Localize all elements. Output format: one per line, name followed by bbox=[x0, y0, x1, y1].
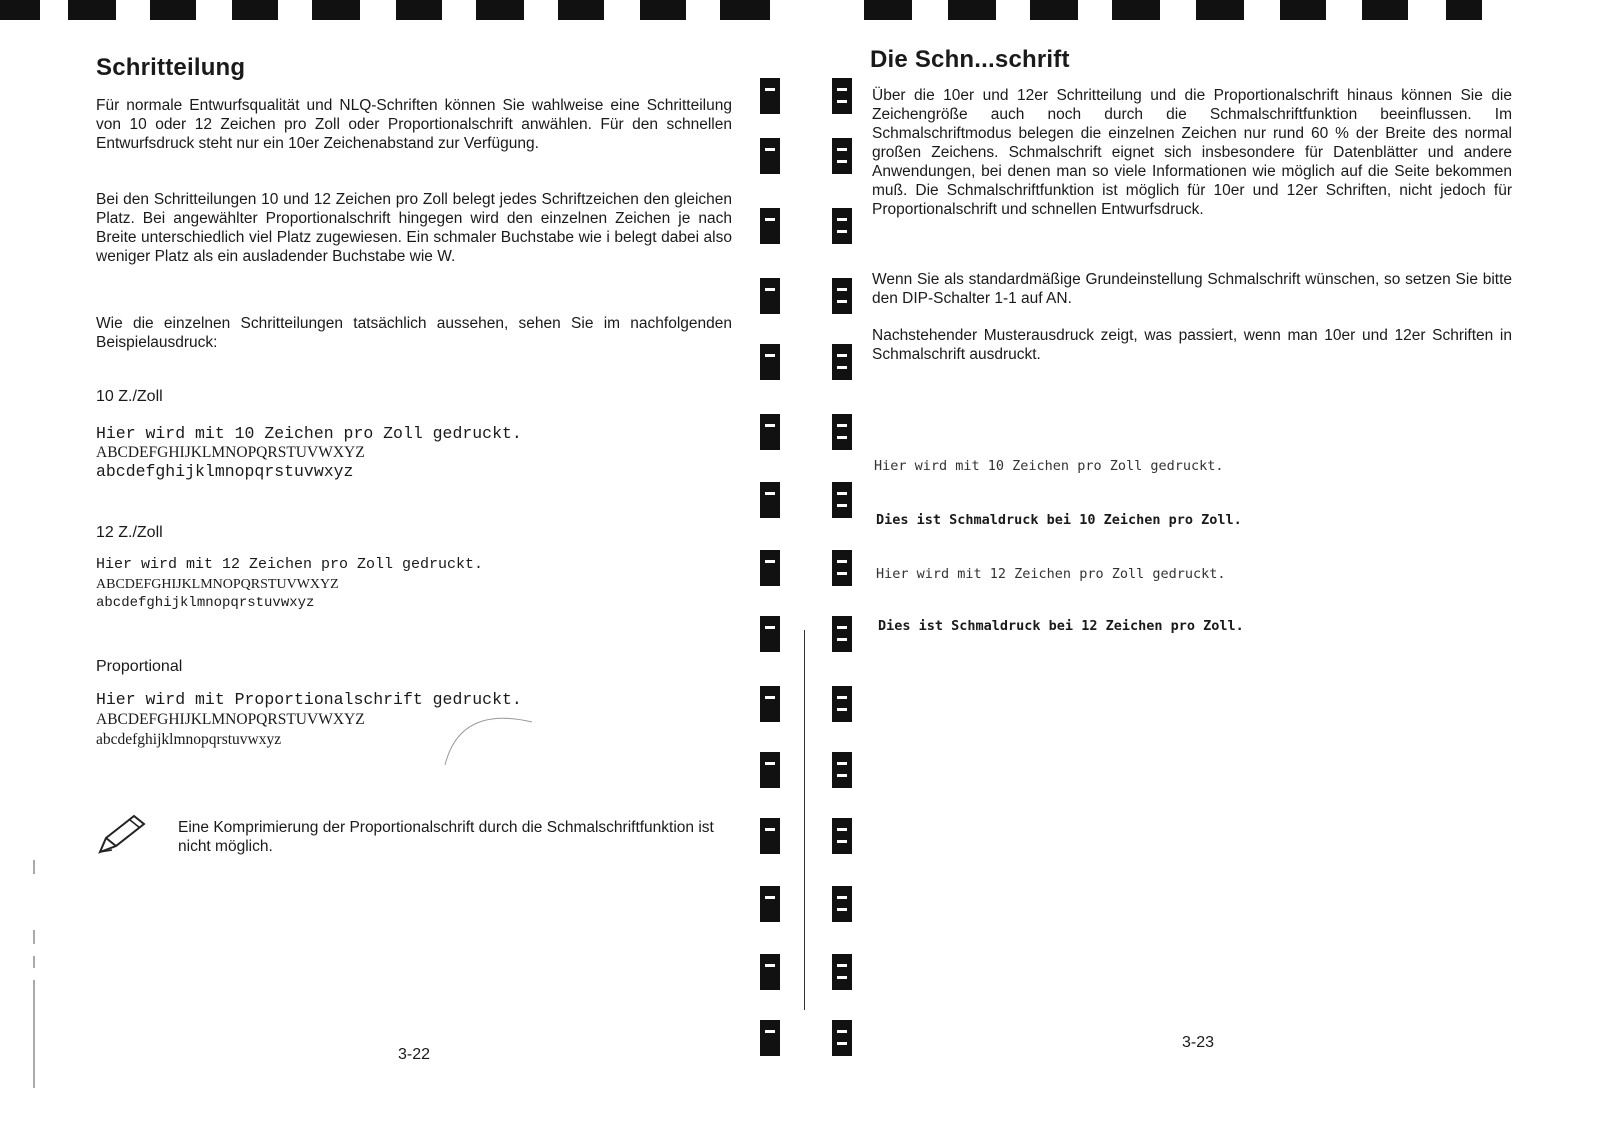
sample-label-10cpi: 10 Z./Zoll bbox=[96, 388, 163, 405]
sample-label-proportional: Proportional bbox=[96, 658, 183, 675]
paragraph-sample-intro: Nachstehender Musterausdruck zeigt, was passiert, wenn man 10er und 12er Schriften in Schmalschrift ausdruckt. bbox=[872, 327, 1512, 363]
sample-line: Hier wird mit 12 Zeichen pro Zoll gedruckt. bbox=[96, 556, 484, 573]
right-page bbox=[860, 0, 1600, 1132]
faint-mark bbox=[440, 700, 540, 770]
narrow-sample-line: Dies ist Schmaldruck bei 12 Zeichen pro Zoll. bbox=[878, 618, 1244, 634]
paragraph-sample-intro: Wie die einzelnen Schritteilungen tatsächlich aussehen, sehen Sie im nachfolgenden Beispielausdruck: bbox=[96, 315, 732, 351]
page-number: 3-22 bbox=[398, 1046, 431, 1063]
sample-label-12cpi: 12 Z./Zoll bbox=[96, 524, 163, 541]
paragraph-pitch-explanation: Bei den Schritteilungen 10 und 12 Zeichen pro Zoll belegt jedes Schriftzeichen den gleichen Platz. Bei angewählter Proportionalschrift hingegen wird den einzelnen Zeichen je nach Breite unterschiedlich viel Platz zugewiesen. Ein schmaler Buchstabe wie i belegt dabei also weniger Platz als ein ausladender Buchstabe wie W. bbox=[96, 191, 732, 265]
note-text: Eine Komprimierung der Proportionalschrift durch die Schmalschriftfunktion ist nicht möglich. bbox=[178, 819, 714, 855]
sample-line: ABCDEFGHIJKLMNOPQRSTUVWXYZ bbox=[96, 444, 365, 461]
sample-line: ABCDEFGHIJKLMNOPQRSTUVWXYZ bbox=[96, 711, 365, 728]
narrow-sample-line: Dies ist Schmaldruck bei 10 Zeichen pro Zoll. bbox=[876, 512, 1242, 528]
page-title: Die Schn...schrift bbox=[870, 46, 1070, 73]
page-number: 3-23 bbox=[1182, 1034, 1215, 1051]
pencil-note-icon bbox=[96, 812, 148, 856]
sample-line: abcdefghijklmnopqrstuvwxyz bbox=[96, 595, 315, 611]
paragraph-intro: Für normale Entwurfsqualität und NLQ-Schriften können Sie wahlweise eine Schritteilung von 10 oder 12 Zeichen pro Zoll oder Proportionalschrift anwählen. Für den schnellen Entwurfsdruck steht nur ein 10er Zeichenabstand zur Verfügung. bbox=[96, 97, 732, 152]
sample-line: ABCDEFGHIJKLMNOPQRSTUVWXYZ bbox=[96, 577, 339, 592]
spiral-binding bbox=[760, 30, 870, 1110]
paragraph-narrow-intro: Über die 10er und 12er Schritteilung und die Proportionalschrift hinaus können Sie die Zeichengröße auch noch durch die Schmalschriftfunktion beeinflussen. Im Schmalschriftmodus belegen die einzelnen Zeichen nur rund 60 % der Breite des normal großen Zeichens. Schmalschrift eignet sich insbesondere für Datenblätter und andere Anwendungen, bei denen man so viele Informationen wie möglich auf die Seite bekommen muß. Die Schmalschriftfunktion ist möglich für 10er und 12er Schriften, nicht jedoch für Proportionalschrift und schnellen Entwurfsdruck. bbox=[872, 87, 1512, 218]
page-title: Schritteilung bbox=[96, 54, 246, 81]
narrow-sample-line: Hier wird mit 10 Zeichen pro Zoll gedruckt. bbox=[874, 458, 1224, 474]
sample-line: Hier wird mit 10 Zeichen pro Zoll gedruckt. bbox=[96, 424, 522, 443]
sample-line: Hier wird mit Proportionalschrift gedruckt. bbox=[96, 690, 522, 709]
page-fold-line bbox=[804, 630, 805, 1010]
narrow-sample-line: Hier wird mit 12 Zeichen pro Zoll gedruckt. bbox=[876, 566, 1226, 582]
margin-marks bbox=[32, 860, 38, 1090]
paragraph-dip-switch: Wenn Sie als standardmäßige Grundeinstellung Schmalschrift wünschen, so setzen Sie bitte den DIP-Schalter 1-1 auf AN. bbox=[872, 271, 1512, 307]
sample-line: abcdefghijklmnopqrstuvwxyz bbox=[96, 731, 282, 748]
left-page bbox=[0, 0, 760, 1132]
sample-line: abcdefghijklmnopqrstuvwxyz bbox=[96, 462, 354, 481]
